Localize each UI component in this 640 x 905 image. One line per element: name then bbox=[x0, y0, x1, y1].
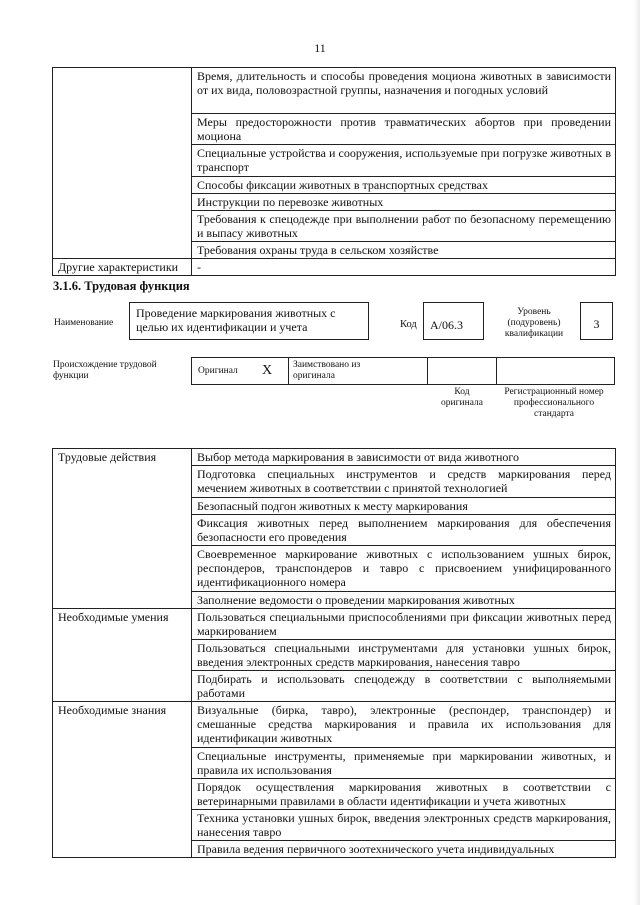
table-cell: Пользоваться специальными приспособлениями при фиксации животных перед маркированием bbox=[192, 609, 616, 640]
row-label-cell: Другие характеристики bbox=[53, 259, 192, 276]
level-label: Уровень (подуровень) квалификации bbox=[504, 307, 564, 339]
borrowed-label: Заимствовано из оригинала bbox=[293, 360, 361, 381]
code-box: A/06.3 bbox=[423, 302, 484, 340]
table-cell: Подготовка специальных инструментов и средств маркирования перед мечением животных в соответствии с принятой технологией bbox=[192, 466, 616, 498]
table-cell: Выбор метода маркирования в зависимости от вида животного bbox=[192, 449, 616, 466]
table-cell: Требования к спецодежде при выполнении работ по безопасному перемещению и выпасу животных bbox=[192, 211, 616, 242]
table-cell: Инструкции по перевозке животных bbox=[192, 194, 616, 211]
table-cell: Своевременное маркирование животных с использованием ушных бирок, респондеров, транспондеров и тавро с присвоением унифицированного идентификационного номера bbox=[192, 546, 616, 592]
origin-row bbox=[191, 357, 615, 385]
table-cell: - bbox=[192, 259, 616, 276]
table-cell: Пользоваться специальными инструментами для установки ушных бирок, введения электронных средств маркирования, нанесения тавро bbox=[192, 640, 616, 671]
table-row bbox=[53, 702, 616, 748]
origin-label: Происхождение трудовой функции bbox=[53, 360, 157, 381]
table-cell: Меры предосторожности против травматических абортов при проведении моциона bbox=[192, 114, 616, 145]
labor-function-table bbox=[52, 448, 616, 858]
table-cell: Время, длительность и способы проведения моциона животных в зависимости от их вида, половозрастной группы, назначения и погодных условий bbox=[192, 68, 616, 114]
table-row bbox=[53, 68, 616, 114]
name-label: Наименование bbox=[54, 318, 114, 328]
table-row bbox=[53, 609, 616, 640]
table-cell: Безопасный подгон животных к месту маркирования bbox=[192, 498, 616, 515]
scan-edge-shadow bbox=[634, 0, 640, 905]
group-label-cell: Необходимые умения bbox=[53, 609, 192, 702]
function-name-box: Проведение маркирования животных с целью их идентификации и учета bbox=[129, 302, 369, 340]
table-cell: Визуальные (бирка, тавро), электронные (респондер, транспондер) и смешанные средства маркирования и правила их использования для идентификации животных bbox=[192, 702, 616, 748]
row-label-cell bbox=[53, 68, 192, 259]
table-cell: Способы фиксации животных в транспортных средствах bbox=[192, 177, 616, 194]
table-cell: Техника установки ушных бирок, введения электронных средств маркирования, нанесения тавро bbox=[192, 810, 616, 841]
original-label: Оригинал bbox=[198, 366, 238, 376]
section-title: 3.1.6. Трудовая функция bbox=[53, 279, 190, 293]
table-cell: Требования охраны труда в сельском хозяйстве bbox=[192, 242, 616, 259]
table-cell: Специальные устройства и сооружения, используемые при погрузке животных в транспорт bbox=[192, 145, 616, 177]
table-cell: Заполнение ведомости о проведении маркирования животных bbox=[192, 592, 616, 609]
group-label-cell: Необходимые знания bbox=[53, 702, 192, 858]
group-label-cell: Трудовые действия bbox=[53, 449, 192, 609]
table-cell: Специальные инструменты, применяемые при маркировании животных, и правила их использования bbox=[192, 748, 616, 779]
registration-caption: Регистрационный номер профессионального стандарта bbox=[504, 387, 604, 419]
table-cell: Порядок осуществления маркирования животных в соответствии с ветеринарными правилами в области идентификации и учета животных bbox=[192, 779, 616, 810]
table-cell: Подбирать и использовать спецодежду в соответствии с выполняемыми работами bbox=[192, 671, 616, 702]
code-label: Код bbox=[400, 319, 417, 330]
original-checkmark: X bbox=[262, 363, 273, 378]
table-row bbox=[53, 449, 616, 466]
table-cell: Правила ведения первичного зоотехнического учета индивидуальных bbox=[192, 841, 616, 858]
page-number: 11 bbox=[314, 41, 326, 55]
code-original-caption: Код оригинала bbox=[441, 387, 483, 408]
knowledge-continuation-table bbox=[52, 67, 616, 276]
table-cell: Фиксация животных перед выполнением маркирования для обеспечения безопасности его проведения bbox=[192, 515, 616, 546]
level-box: 3 bbox=[580, 302, 613, 340]
table-row bbox=[53, 259, 616, 276]
